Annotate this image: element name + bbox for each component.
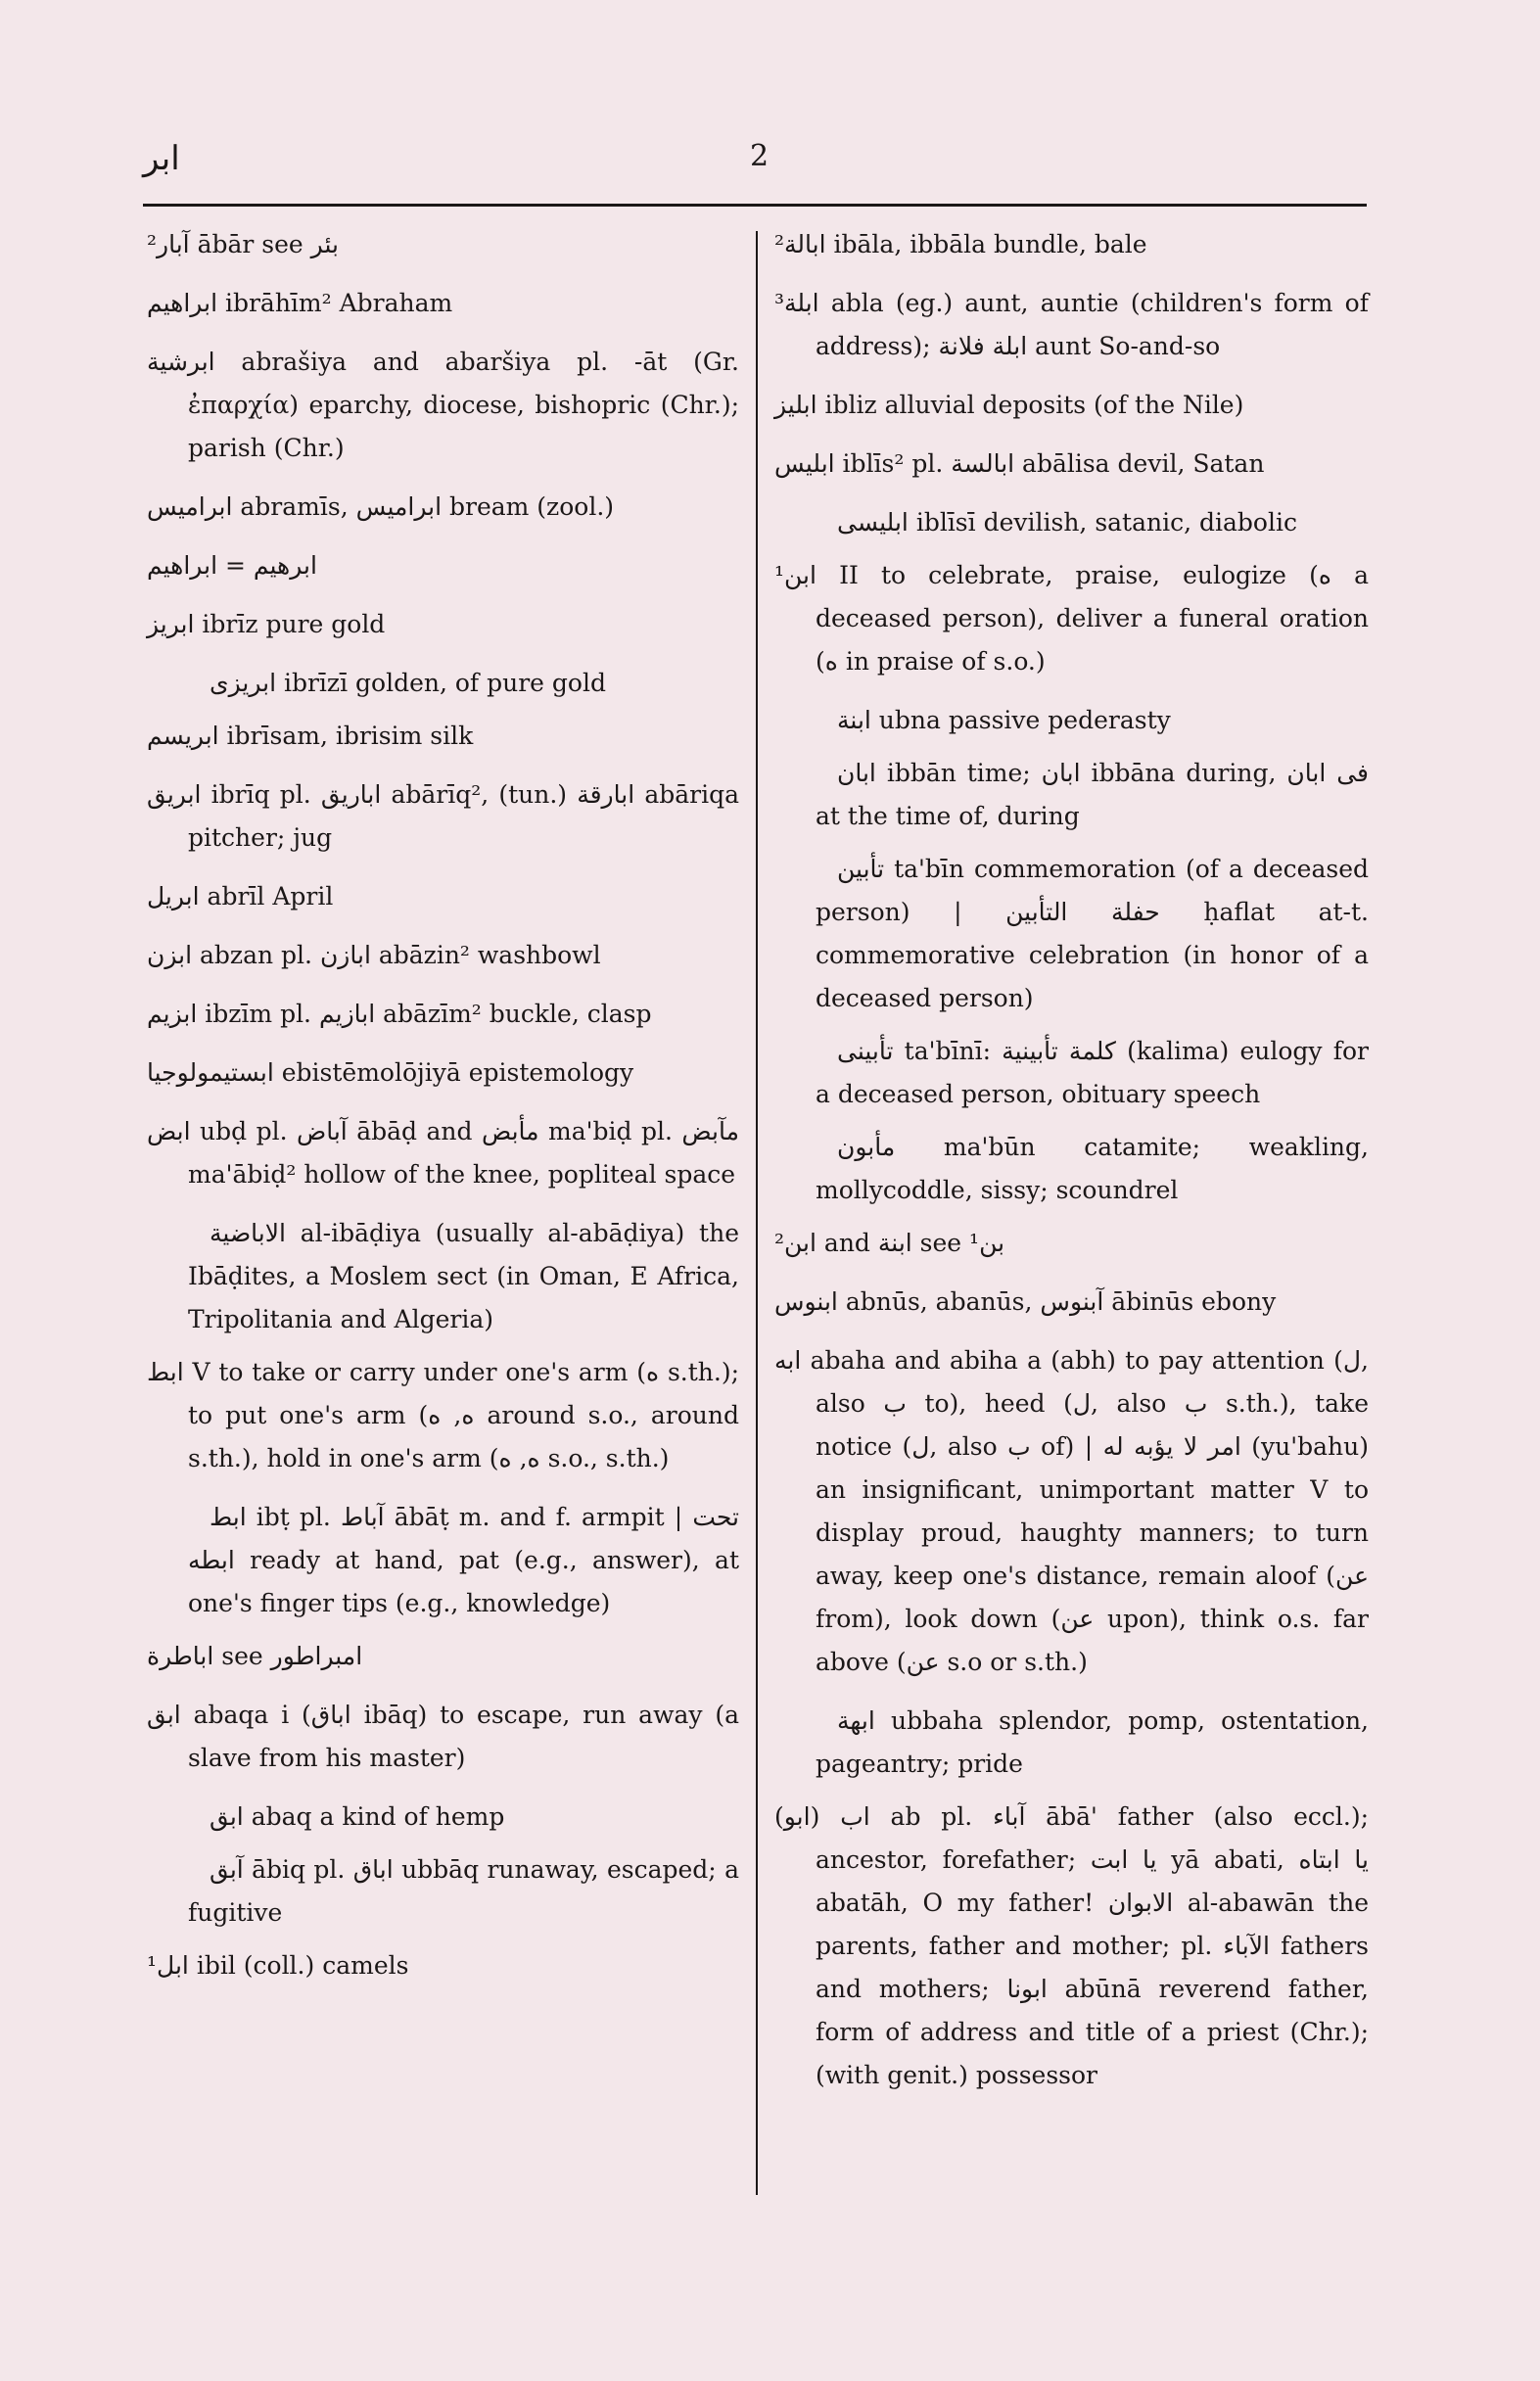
- dictionary-entry: ابريسم ibrīsam, ibrisim silk: [147, 722, 474, 750]
- dictionary-entry: ابط ibṭ pl. آباط ābāṭ m. and f. armpit | تحت ابطه ready at hand, pat (e.g., answer), at one's finger tips (e.g., knowledge): [188, 1503, 739, 1617]
- dictionary-entry: تأبين ta'bīn commemoration (of a deceased person) | حفلة التأبين ḥaflat at-t. commemorative celebration (in honor of a deceased person): [816, 855, 1369, 1012]
- dictionary-entry: ابرهيم = ابراهيم: [147, 551, 317, 580]
- dictionary-entry: مأبون ma'būn catamite; weakling, mollycoddle, sissy; scoundrel: [816, 1133, 1369, 1204]
- dictionary-entry: ³ابلة abla (eg.) aunt, auntie (children's form of address); ابلة فلانة aunt So-and-so: [774, 289, 1369, 360]
- dictionary-entry: ²آبار ābār see بئر: [147, 230, 339, 258]
- dictionary-entry: ابه abaha and abiha a (abh) to pay attention (ل, also ب to), heed (ل, also ب s.th.), take notice (ل, also ب of) | امر لا يؤبه له (yu'bahu) an insignificant, unimportant matter V to display proud, haughty manners; to turn away, keep one's distance, remain aloof (عن from), look down (عن upon), think o.s. far above (عن s.o or s.th.): [774, 1346, 1369, 1676]
- dictionary-entry: ابراميس abramīs, ابراميس bream (zool.): [147, 492, 615, 521]
- right-column: [774, 223, 1369, 2113]
- dictionary-entry: آبق ābiq pl. اباق ubbāq runaway, escaped; a fugitive: [188, 1855, 739, 1927]
- dictionary-entry: ابريل abrīl April: [147, 882, 334, 910]
- dictionary-entry: ابريز ibrīz pure gold: [147, 610, 386, 638]
- dictionary-entry: ابزيم ibzīm pl. ابازيم abāzīm² buckle, clasp: [147, 1000, 652, 1028]
- dictionary-entry: ابق abaq a kind of hemp: [210, 1802, 505, 1831]
- dictionary-entry: (ابو) اب ab pl. آباء ābā' father (also eccl.); ancestor, forefather; يا ابت yā abati, يا ابتاه abatāh, O my father! الابوان al-abawān the parents, father and mother; pl. الآباء fathers and mothers; ابونا abūnā reverend father, form of address and title of a priest (Chr.); (with genit.) possessor: [774, 1802, 1370, 2089]
- dictionary-entry: ابليسى iblīsī devilish, satanic, diabolic: [837, 508, 1297, 537]
- dictionary-entry: ابنة ubna passive pederasty: [837, 706, 1171, 734]
- dictionary-entry: ابط V to take or carry under one's arm (ه s.th.); to put one's arm (ه, ه around s.o., around s.th.), hold in one's arm (ه, ه s.o., s.th.): [147, 1358, 740, 1472]
- dictionary-entry: ابليز ibliz alluvial deposits (of the Nile): [774, 391, 1244, 419]
- dictionary-entry: تأبينى ta'bīnī: كلمة تأبينية (kalima) eulogy for a deceased person, obituary speech: [816, 1037, 1369, 1108]
- dictionary-entry: ابليس iblīs² pl. ابالسة abālisa devil, Satan: [774, 449, 1265, 478]
- dictionary-entry: ابرشية abrašiya and abaršiya pl. -āt (Gr. ἐπαρχία) eparchy, diocese, bishopric (Chr.); parish (Chr.): [147, 348, 739, 462]
- column-divider: [756, 231, 758, 2195]
- dictionary-entry: ابان ibbān time; ابان ibbāna during, فى ابان at the time of, during: [816, 759, 1369, 830]
- dictionary-entry: ابستيمولوجيا ebistēmolōjiyā epistemology: [147, 1058, 634, 1087]
- dictionary-entry: ابنوس abnūs, abanūs, آبنوس ābinūs ebony: [774, 1287, 1277, 1316]
- dictionary-entry: ابهة ubbaha splendor, pomp, ostentation, pageantry; pride: [816, 1706, 1369, 1778]
- dictionary-entry: ²ابالة ibāla, ibbāla bundle, bale: [774, 230, 1147, 258]
- dictionary-entry: ¹ابن II to celebrate, praise, eulogize (ه a deceased person), deliver a funeral oration (ه in praise of s.o.): [774, 561, 1369, 676]
- dictionary-entry: ¹ابل ibil (coll.) camels: [147, 1951, 409, 1980]
- dictionary-entry: ابض ubḍ pl. آباض ābāḍ and مأبض ma'biḍ pl. مآبض ma'ābiḍ² hollow of the knee, popliteal space: [147, 1117, 739, 1189]
- dictionary-entry: الاباضية al-ibāḍiya (usually al-abāḍiya) the Ibāḍites, a Moslem sect (in Oman, E Africa, Tripolitania and Algeria): [188, 1219, 739, 1333]
- dictionary-entry: ²ابن and ابنة see ¹بن: [774, 1229, 1005, 1257]
- dictionary-entry: اباطرة see امبراطور: [147, 1642, 363, 1670]
- dictionary-entry: ابراهيم ibrāhīm² Abraham: [147, 289, 453, 317]
- dictionary-entry: ابزن abzan pl. ابازن abāzin² washbowl: [147, 941, 601, 969]
- left-column: [147, 223, 739, 2003]
- running-head: ابر: [143, 139, 180, 178]
- dictionary-entry: ابريزى ibrīzī golden, of pure gold: [210, 669, 606, 697]
- dictionary-entry: ابريق ibrīq pl. اباريق abārīq², (tun.) ابارقة abāriqa pitcher; jug: [147, 780, 739, 852]
- dictionary-entry: ابق abaqa i (اباق ibāq) to escape, run away (a slave from his master): [147, 1701, 740, 1772]
- page-number: 2: [750, 139, 770, 173]
- header-rule: [143, 204, 1367, 207]
